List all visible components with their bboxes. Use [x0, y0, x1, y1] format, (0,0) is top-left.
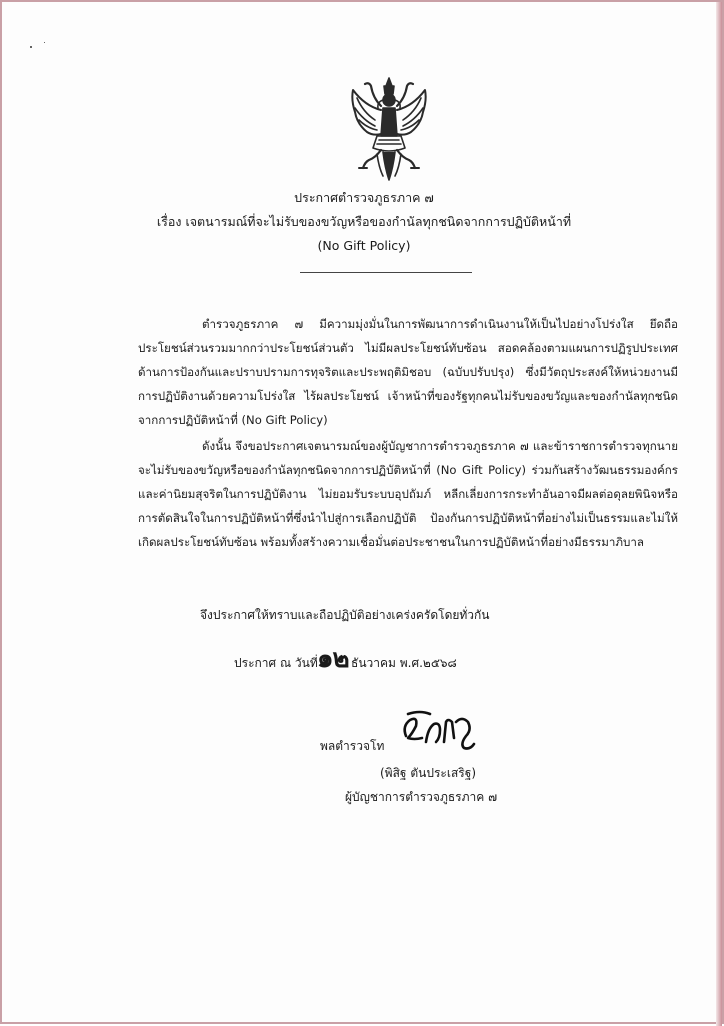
handwritten-signature	[400, 708, 480, 750]
garuda-emblem-icon	[347, 76, 431, 184]
body-paragraph-2: ดังนั้น จึงขอประกาศเจตนารมณ์ของผู้บัญชาการตำรวจภูธรภาค ๗ และข้าราชการตำรวจทุกนาย จะไม่รับของขวัญหรือของกำนัลทุกชนิดจากการปฏิบัติหน้าที่ (No Gift Policy) ร่วมกันสร้างวัฒนธรรมองค์กรและค่านิยมสุจริตในการปฏิบัติงาน ไม่ยอมรับระบบอุปถัมภ์ หลีกเลี่ยงการกระทำอันอาจมีผลต่อดุลยพินิจหรือการตัดสินใจในการปฏิบัติหน้าที่ซึ่งนำไปสู่การเลือกปฏิบัติ ป้องกันการปฏิบัติหน้าที่อย่างไม่เป็นธรรมและไม่ให้เกิดผลประโยชน์ทับซ้อน พร้อมทั้งสร้างความเชื่อมั่นต่อประชาชนในการปฏิบัติหน้าที่อย่างมีธรรมาภิบาล	[138, 439, 678, 549]
announcement-agency: ประกาศตำรวจภูธรภาค ๗	[294, 190, 434, 205]
signatory-name: (พิสิฐ ตันประเสริฐ)	[380, 766, 477, 780]
scan-speck	[44, 42, 45, 43]
scan-speck	[30, 46, 32, 48]
signatory-position: ผู้บัญชาการตำรวจภูธรภาค ๗	[345, 790, 498, 804]
date-prefix: ประกาศ ณ วันที่	[234, 656, 318, 670]
announcement-subject: เรื่อง เจตนารมณ์ที่จะไม่รับของขวัญหรือของกำนัลทุกชนิดจากการปฏิบัติหน้าที่	[156, 214, 572, 229]
date-day-handwritten: ๑๒	[317, 644, 349, 674]
signatory-rank: พลตำรวจโท	[320, 739, 385, 753]
closing-statement: จึงประกาศให้ทราบและถือปฏิบัติอย่างเคร่งครัดโดยทั่วกัน	[200, 608, 490, 622]
header-divider	[300, 272, 472, 273]
body-paragraph-1: ตำรวจภูธรภาค ๗ มีความมุ่งมั่นในการพัฒนาการดำเนินงานให้เป็นไปอย่างโปร่งใส ยึดถือประโยชน์ส่วนรวมมากกว่าประโยชน์ส่วนตัว ไม่มีผลประโยชน์ทับซ้อน สอดคล้องตามแผนการปฏิรูปประเทศด้านการป้องกันและปราบปรามการทุจริตและประพฤติมิชอบ (ฉบับปรับปรุง) ซึ่งมีวัตถุประสงค์ให้หน่วยงานมีการปฏิบัติงานด้วยความโปร่งใส ไร้ผลประโยชน์ เจ้าหน้าที่ของรัฐทุกคนไม่รับของขวัญและของกำนัลทุกชนิดจากการปฏิบัติหน้าที่ (No Gift Policy)	[138, 317, 678, 427]
policy-title: (No Gift Policy)	[317, 238, 411, 253]
page-edge-shadow	[716, 2, 722, 1026]
date-month-year: ธันวาคม พ.ศ.๒๕๖๘	[351, 656, 457, 670]
